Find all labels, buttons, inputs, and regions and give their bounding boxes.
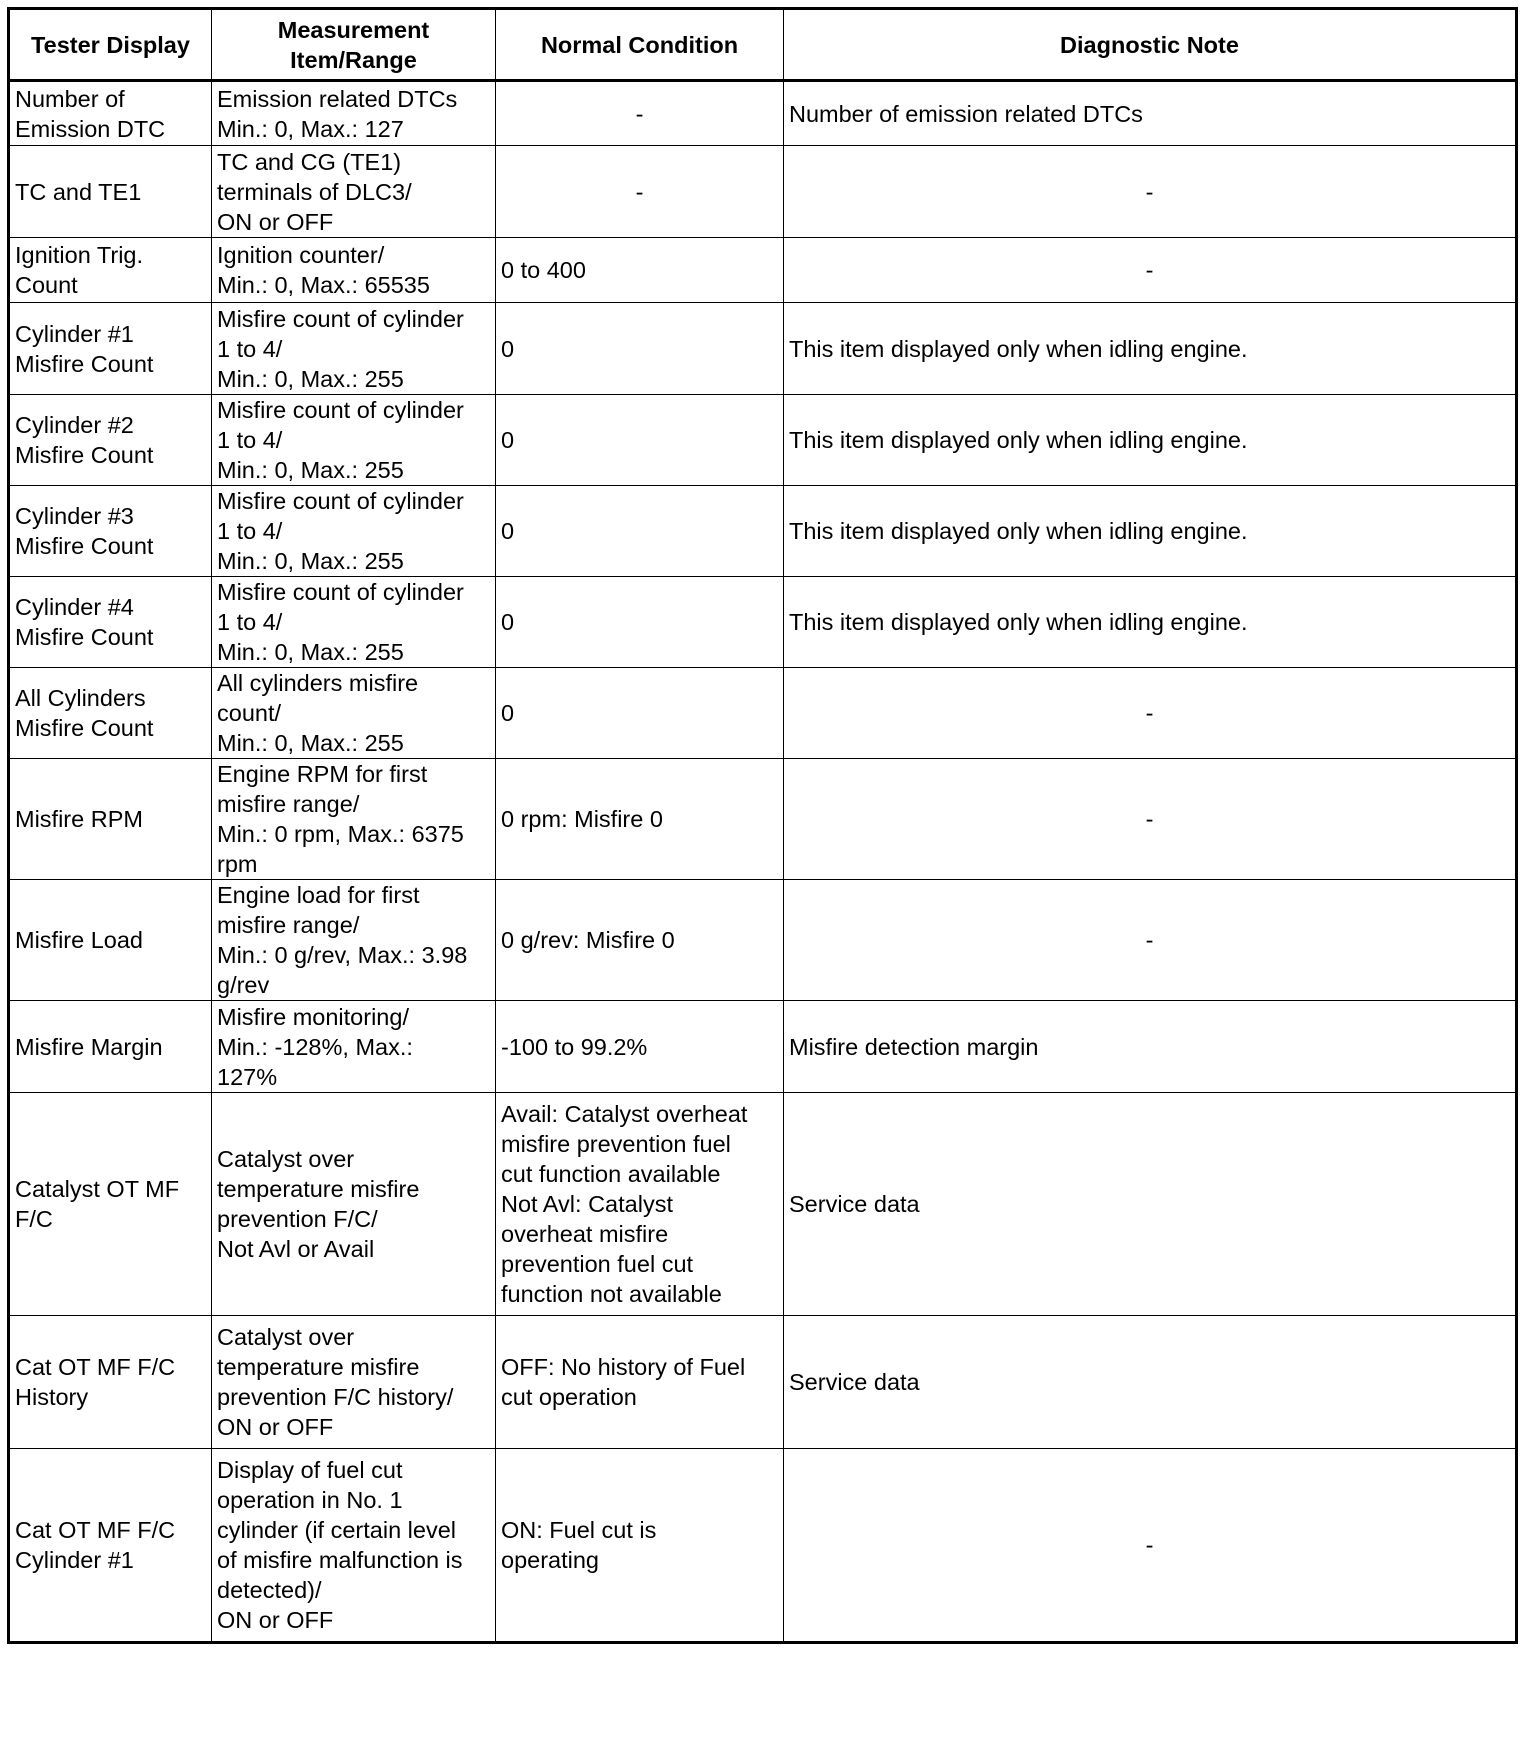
measurement-cell: Catalyst over temperature misfire prevention F/C history/ ON or OFF bbox=[212, 1316, 496, 1449]
table-row bbox=[9, 1316, 1517, 1449]
normal-condition-cell: - bbox=[496, 81, 784, 146]
diagnostic-note-cell: - bbox=[784, 759, 1517, 880]
diagnostic-note-cell: This item displayed only when idling engine. bbox=[784, 395, 1517, 486]
measurement-cell: Misfire count of cylinder 1 to 4/ Min.: 0, Max.: 255 bbox=[212, 577, 496, 668]
normal-condition-cell: 0 bbox=[496, 577, 784, 668]
tester-display-cell: All Cylinders Misfire Count bbox=[9, 668, 212, 759]
normal-condition-cell: 0 bbox=[496, 395, 784, 486]
normal-condition-cell: ON: Fuel cut is operating bbox=[496, 1449, 784, 1643]
tester-display-cell: Misfire Margin bbox=[9, 1001, 212, 1093]
tester-display-cell: Ignition Trig. Count bbox=[9, 238, 212, 303]
tester-display-cell: Number of Emission DTC bbox=[9, 81, 212, 146]
normal-condition-cell: - bbox=[496, 146, 784, 238]
header-tester-display: Tester Display bbox=[9, 9, 212, 81]
table-row bbox=[9, 880, 1517, 1001]
table-row bbox=[9, 577, 1517, 668]
table-row bbox=[9, 1449, 1517, 1643]
diagnostic-note-cell: - bbox=[784, 668, 1517, 759]
measurement-cell: Display of fuel cut operation in No. 1 cylinder (if certain level of misfire malfunction is detected)/ ON or OFF bbox=[212, 1449, 496, 1643]
table-row bbox=[9, 759, 1517, 880]
normal-condition-cell: 0 bbox=[496, 486, 784, 577]
measurement-cell: Engine load for first misfire range/ Min.: 0 g/rev, Max.: 3.98 g/rev bbox=[212, 880, 496, 1001]
normal-condition-cell: -100 to 99.2% bbox=[496, 1001, 784, 1093]
tester-display-cell: Cat OT MF F/C History bbox=[9, 1316, 212, 1449]
tester-display-cell: Cylinder #4 Misfire Count bbox=[9, 577, 212, 668]
header-row bbox=[9, 9, 1517, 81]
normal-condition-cell: 0 rpm: Misfire 0 bbox=[496, 759, 784, 880]
measurement-cell: TC and CG (TE1) terminals of DLC3/ ON or OFF bbox=[212, 146, 496, 238]
table-row bbox=[9, 395, 1517, 486]
header-measurement-item-range: Measurement Item/Range bbox=[212, 9, 496, 81]
table-row bbox=[9, 238, 1517, 303]
diagnostic-note-cell: - bbox=[784, 880, 1517, 1001]
table-row bbox=[9, 1093, 1517, 1316]
normal-condition-cell: 0 bbox=[496, 668, 784, 759]
table-row bbox=[9, 1001, 1517, 1093]
table-row bbox=[9, 303, 1517, 395]
diagnostic-note-cell: - bbox=[784, 1449, 1517, 1643]
data-list-table bbox=[7, 7, 1518, 1644]
table-row bbox=[9, 146, 1517, 238]
measurement-cell: Emission related DTCs Min.: 0, Max.: 127 bbox=[212, 81, 496, 146]
diagnostic-note-cell: Number of emission related DTCs bbox=[784, 81, 1517, 146]
normal-condition-cell: 0 g/rev: Misfire 0 bbox=[496, 880, 784, 1001]
normal-condition-cell: 0 to 400 bbox=[496, 238, 784, 303]
tester-display-cell: Cat OT MF F/C Cylinder #1 bbox=[9, 1449, 212, 1643]
normal-condition-cell: Avail: Catalyst overheat misfire prevention fuel cut function available Not Avl: Catalyst overheat misfire prevention fuel cut function not available bbox=[496, 1093, 784, 1316]
table-row bbox=[9, 486, 1517, 577]
tester-display-cell: Misfire RPM bbox=[9, 759, 212, 880]
measurement-cell: Misfire count of cylinder 1 to 4/ Min.: 0, Max.: 255 bbox=[212, 486, 496, 577]
normal-condition-cell: 0 bbox=[496, 303, 784, 395]
header-diagnostic-note: Diagnostic Note bbox=[784, 9, 1517, 81]
measurement-cell: Misfire count of cylinder 1 to 4/ Min.: 0, Max.: 255 bbox=[212, 395, 496, 486]
diagnostic-note-cell: Service data bbox=[784, 1316, 1517, 1449]
measurement-cell: Misfire monitoring/ Min.: -128%, Max.: 127% bbox=[212, 1001, 496, 1093]
normal-condition-cell: OFF: No history of Fuel cut operation bbox=[496, 1316, 784, 1449]
diagnostic-note-cell: This item displayed only when idling engine. bbox=[784, 303, 1517, 395]
tester-display-cell: Cylinder #3 Misfire Count bbox=[9, 486, 212, 577]
table-row bbox=[9, 81, 1517, 146]
diagnostic-note-cell: Service data bbox=[784, 1093, 1517, 1316]
tester-display-cell: Catalyst OT MF F/C bbox=[9, 1093, 212, 1316]
measurement-cell: Catalyst over temperature misfire prevention F/C/ Not Avl or Avail bbox=[212, 1093, 496, 1316]
diagnostic-note-cell: This item displayed only when idling engine. bbox=[784, 486, 1517, 577]
measurement-cell: Engine RPM for first misfire range/ Min.: 0 rpm, Max.: 6375 rpm bbox=[212, 759, 496, 880]
tester-display-cell: Cylinder #2 Misfire Count bbox=[9, 395, 212, 486]
tester-display-cell: TC and TE1 bbox=[9, 146, 212, 238]
diagnostic-note-cell: - bbox=[784, 146, 1517, 238]
measurement-cell: All cylinders misfire count/ Min.: 0, Max.: 255 bbox=[212, 668, 496, 759]
measurement-cell: Misfire count of cylinder 1 to 4/ Min.: 0, Max.: 255 bbox=[212, 303, 496, 395]
tester-display-cell: Misfire Load bbox=[9, 880, 212, 1001]
header-normal-condition: Normal Condition bbox=[496, 9, 784, 81]
diagnostic-note-cell: - bbox=[784, 238, 1517, 303]
diagnostic-note-cell: Misfire detection margin bbox=[784, 1001, 1517, 1093]
table-row bbox=[9, 668, 1517, 759]
tester-display-cell: Cylinder #1 Misfire Count bbox=[9, 303, 212, 395]
diagnostic-note-cell: This item displayed only when idling engine. bbox=[784, 577, 1517, 668]
measurement-cell: Ignition counter/ Min.: 0, Max.: 65535 bbox=[212, 238, 496, 303]
